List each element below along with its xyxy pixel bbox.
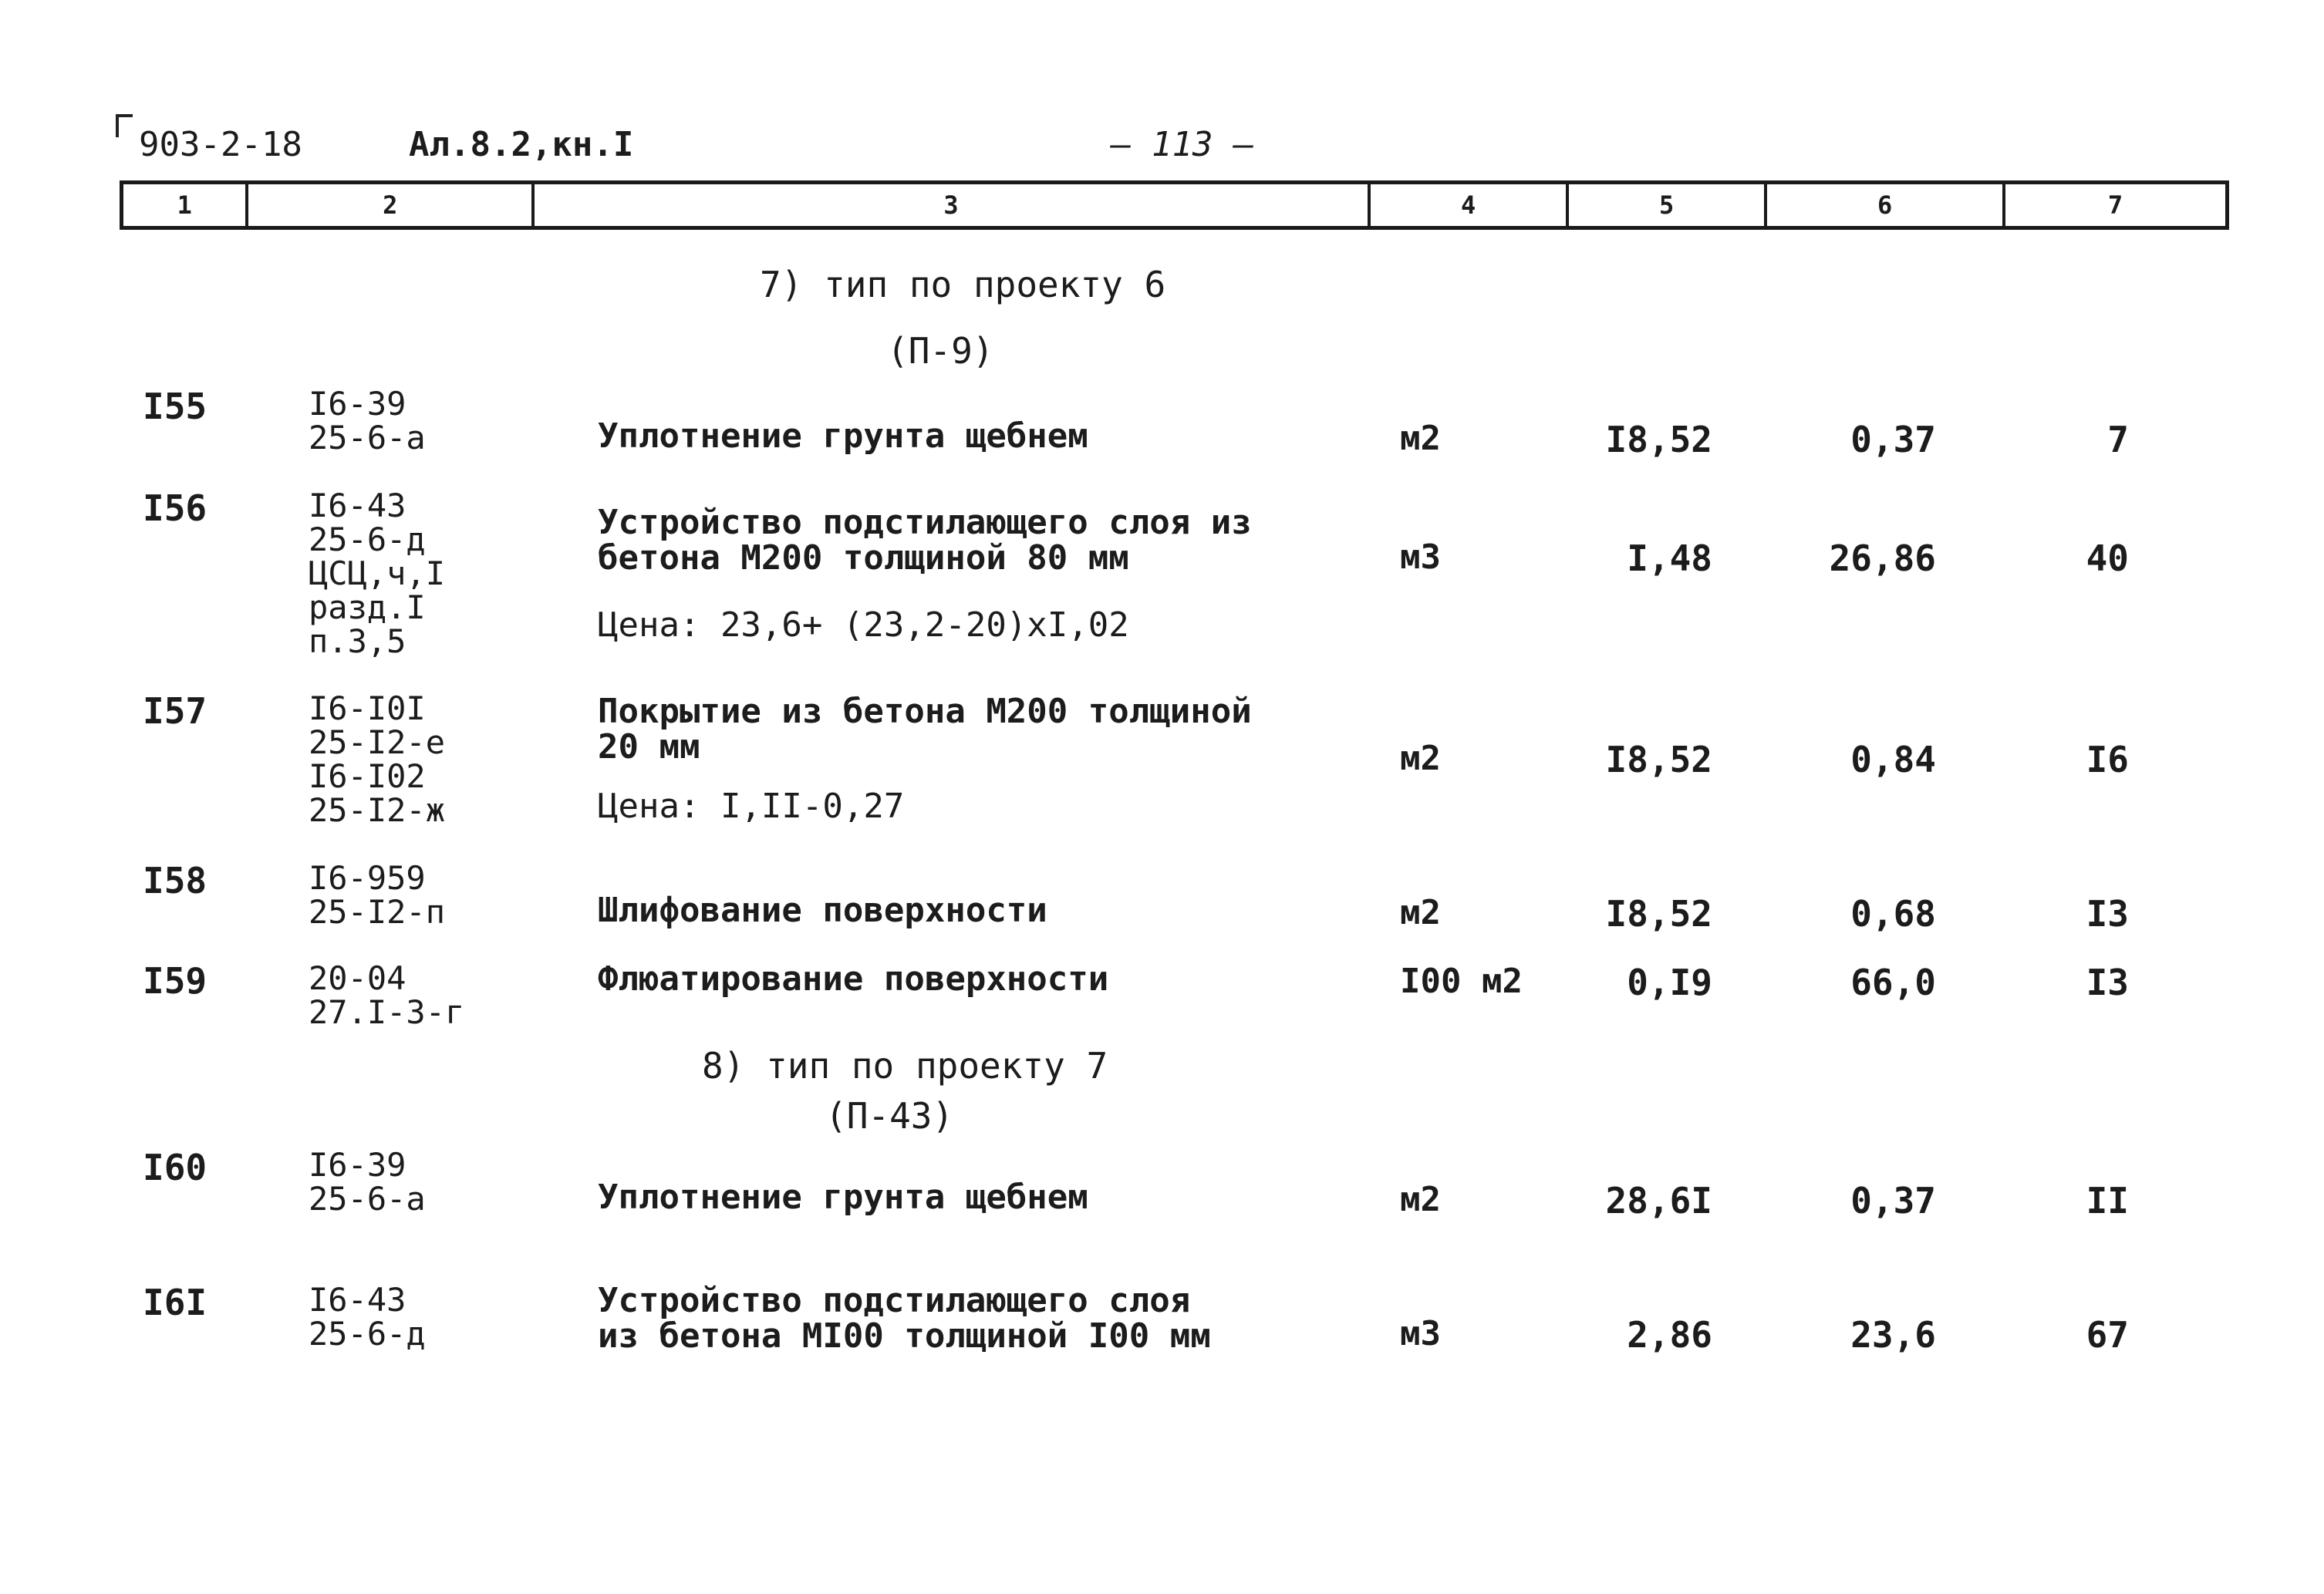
column-number: 2 xyxy=(248,184,535,226)
row-total: 40 xyxy=(2086,538,2129,579)
row-codes: I6-43 25-6-д xyxy=(309,1281,426,1353)
row-codes: 20-04 27.I-3-г xyxy=(309,959,465,1031)
row-description: Уплотнение грунта щебнем xyxy=(598,416,1088,456)
column-number-header xyxy=(120,180,2229,230)
album-reference: Ал.8.2,кн.I xyxy=(409,125,634,164)
column-number: 7 xyxy=(2107,190,2123,220)
row-unit-price: 23,6 xyxy=(1850,1314,1936,1356)
column-number: 3 xyxy=(535,184,1371,226)
row-quantity: I8,52 xyxy=(1605,893,1712,935)
document-code: 903-2-18 xyxy=(139,125,302,164)
price-note: Цена: I,II-0,27 xyxy=(598,787,905,826)
row-total: I6 xyxy=(2086,739,2129,780)
row-description: Устройство подстилающего слоя из бетона М200 толщиной 80 мм xyxy=(598,503,1252,578)
row-unit: м3 xyxy=(1400,1314,1441,1353)
row-unit-price: 66,0 xyxy=(1850,962,1936,1003)
row-total: 67 xyxy=(2086,1314,2129,1356)
row-number: I56 xyxy=(143,487,207,529)
row-unit: м2 xyxy=(1400,739,1441,778)
row-number: I59 xyxy=(143,960,207,1002)
row-quantity: I8,52 xyxy=(1605,419,1712,460)
row-unit: I00 м2 xyxy=(1400,962,1523,1001)
row-unit-price: 26,86 xyxy=(1829,538,1936,579)
row-codes: I6-39 25-6-а xyxy=(309,385,426,457)
row-codes: I6-39 25-6-а xyxy=(309,1146,426,1218)
row-total: 7 xyxy=(2107,419,2129,460)
section-subtitle: (П-43) xyxy=(825,1095,954,1137)
section-subtitle: (П-9) xyxy=(887,330,994,372)
row-total: II xyxy=(2086,1180,2129,1222)
row-codes: I6-43 25-6-д ЦСЦ,ч,I разд.I п.3,5 xyxy=(309,487,446,660)
page-number: — 113 — xyxy=(1111,125,1254,164)
column-number: 5 xyxy=(1569,184,1767,226)
section-title: 7) тип по проекту 6 xyxy=(760,264,1166,305)
column-number: 1 xyxy=(123,184,248,226)
row-description: Устройство подстилающего слоя из бетона МI00 толщиной I00 мм xyxy=(598,1281,1211,1356)
row-number: I60 xyxy=(143,1147,207,1188)
row-number: I6I xyxy=(143,1282,207,1323)
row-unit-price: 0,84 xyxy=(1850,739,1936,780)
column-number: 6 xyxy=(1767,184,2005,226)
row-number: I58 xyxy=(143,860,207,901)
row-number: I57 xyxy=(143,690,207,732)
row-unit: м2 xyxy=(1400,419,1441,458)
row-quantity: 28,6I xyxy=(1605,1180,1712,1222)
section-title: 8) тип по проекту 7 xyxy=(702,1045,1108,1087)
row-unit: м2 xyxy=(1400,893,1441,932)
row-unit: м3 xyxy=(1400,538,1441,577)
row-quantity: 0,I9 xyxy=(1627,962,1712,1003)
row-codes: I6-959 25-I2-п xyxy=(309,859,446,931)
row-total: I3 xyxy=(2086,962,2129,1003)
row-codes: I6-I0I 25-I2-е I6-I02 25-I2-ж xyxy=(309,689,446,829)
corner-mark xyxy=(116,114,133,137)
row-number: I55 xyxy=(143,386,207,427)
row-unit-price: 0,37 xyxy=(1850,1180,1936,1222)
row-description: Шлифование поверхности xyxy=(598,891,1047,930)
row-description: Покрытие из бетона М200 толщиной 20 мм xyxy=(598,692,1252,767)
row-description: Уплотнение грунта щебнем xyxy=(598,1178,1088,1217)
row-unit: м2 xyxy=(1400,1180,1441,1219)
row-total: I3 xyxy=(2086,893,2129,935)
row-unit-price: 0,68 xyxy=(1850,893,1936,935)
row-quantity: I,48 xyxy=(1627,538,1712,579)
row-quantity: I8,52 xyxy=(1605,739,1712,780)
row-quantity: 2,86 xyxy=(1627,1314,1712,1356)
row-description: Флюатирование поверхности xyxy=(598,959,1109,999)
row-unit-price: 0,37 xyxy=(1850,419,1936,460)
price-note: Цена: 23,6+ (23,2-20)хI,02 xyxy=(598,605,1129,645)
column-number: 4 xyxy=(1371,184,1569,226)
